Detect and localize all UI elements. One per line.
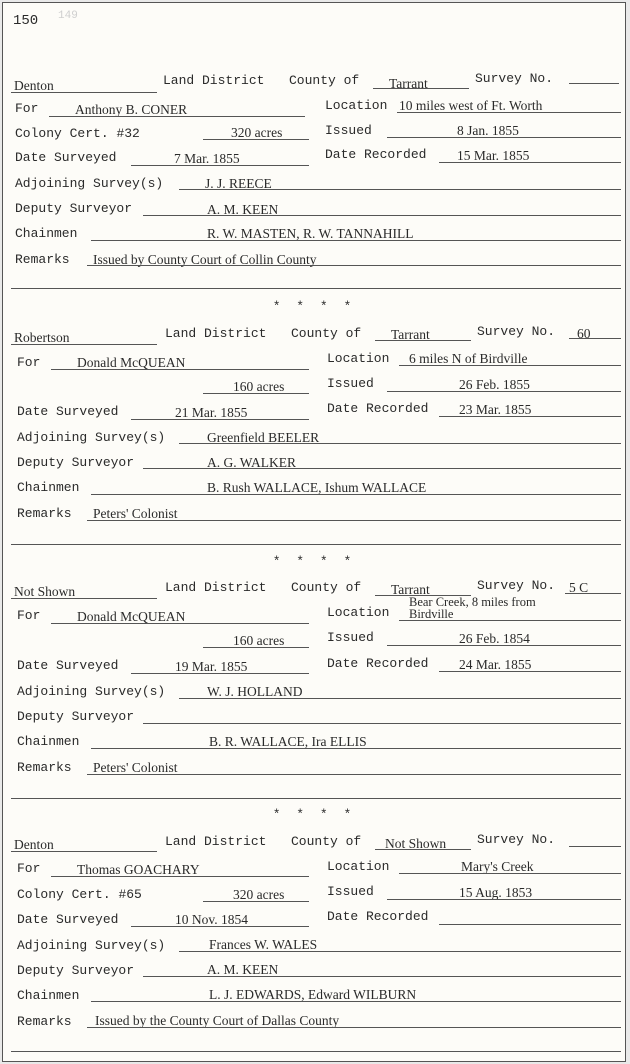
chainmen-label: Chainmen (17, 734, 80, 749)
remarks-label: Remarks (15, 252, 70, 267)
record-separator: * * * * (272, 554, 356, 569)
underline (11, 1051, 621, 1052)
for-value: Donald McQUEAN (77, 355, 186, 370)
underline (91, 494, 621, 495)
county-value: Tarrant (389, 76, 428, 91)
deputy-label: Deputy Surveyor (17, 455, 135, 470)
issued-value: 26 Feb. 1855 (459, 377, 530, 392)
date-recorded-label: Date Recorded (327, 909, 429, 924)
underline (11, 344, 157, 345)
location-value: 10 miles west of Ft. Worth (399, 98, 543, 113)
underline (387, 137, 621, 138)
deputy-value: A. M. KEEN (207, 962, 279, 977)
bleed-through-text: 149 (58, 10, 78, 22)
location-label: Location (327, 351, 390, 366)
adjoining-label: Adjoining Survey(s) (17, 684, 166, 699)
underline (11, 598, 157, 599)
land-district-value: Not Shown (14, 584, 76, 599)
land-district-label: Land District (163, 73, 265, 88)
underline (373, 88, 469, 89)
underline (51, 623, 309, 624)
colony-cert-label: Colony Cert. #65 (17, 887, 142, 902)
acres-value: 320 acres (233, 887, 285, 902)
location-value: Mary's Creek (461, 859, 534, 874)
acres-value: 320 acres (231, 125, 283, 140)
underline (131, 165, 309, 166)
underline (11, 798, 621, 799)
underline (569, 338, 621, 339)
underline (91, 748, 621, 749)
remarks-label: Remarks (17, 760, 72, 775)
deputy-label: Deputy Surveyor (17, 963, 135, 978)
adjoining-value: J. J. REECE (205, 176, 272, 191)
date-surveyed-label: Date Surveyed (17, 912, 119, 927)
remarks-value: Issued by County Court of Collin County (93, 252, 317, 267)
location-value-line1: Bear Creek, 8 miles from (409, 595, 536, 609)
county-of-label: County of (291, 326, 362, 341)
chainmen-value: L. J. EDWARDS, Edward WILBURN (209, 987, 417, 1002)
land-district-value: Denton (14, 837, 54, 852)
remarks-value: Peters' Colonist (93, 506, 178, 521)
underline (439, 671, 621, 672)
for-value: Anthony B. CONER (75, 102, 188, 117)
issued-label: Issued (327, 630, 374, 645)
date-surveyed-value: 19 Mar. 1855 (175, 659, 248, 674)
underline (203, 647, 309, 648)
location-label: Location (327, 859, 390, 874)
for-label: For (17, 608, 41, 623)
underline (375, 340, 471, 341)
issued-value: 8 Jan. 1855 (457, 123, 519, 138)
underline (49, 116, 305, 117)
underline (11, 92, 157, 93)
chainmen-label: Chainmen (17, 988, 80, 1003)
underline (565, 593, 621, 594)
underline (399, 365, 621, 366)
underline (51, 876, 309, 877)
adjoining-value: W. J. HOLLAND (207, 684, 303, 699)
location-value: 6 miles N of Birdville (409, 351, 528, 366)
issued-label: Issued (327, 884, 374, 899)
colony-cert-label: Colony Cert. #32 (15, 126, 140, 141)
issued-value: 26 Feb. 1854 (459, 631, 530, 646)
county-value: Tarrant (391, 582, 430, 597)
date-recorded-label: Date Recorded (327, 656, 429, 671)
underline (387, 645, 621, 646)
underline (569, 83, 619, 84)
underline (11, 851, 157, 852)
underline (399, 620, 621, 621)
record-separator: * * * * (272, 299, 356, 314)
underline (91, 240, 621, 241)
remarks-label: Remarks (17, 506, 72, 521)
underline (387, 391, 621, 392)
underline (143, 215, 621, 216)
underline (179, 951, 621, 952)
chainmen-label: Chainmen (15, 226, 78, 241)
underline (131, 926, 309, 927)
date-surveyed-label: Date Surveyed (17, 658, 119, 673)
chainmen-value: R. W. MASTEN, R. W. TANNAHILL (207, 226, 414, 241)
underline (399, 873, 621, 874)
deputy-label: Deputy Surveyor (15, 201, 133, 216)
land-district-label: Land District (165, 326, 267, 341)
underline (439, 924, 621, 925)
county-of-label: County of (291, 580, 362, 595)
remarks-value: Issued by the County Court of Dallas County (95, 1013, 340, 1028)
location-label: Location (327, 605, 390, 620)
survey-no-value: 5 C (569, 580, 589, 595)
underline (179, 698, 621, 699)
date-recorded-value: 24 Mar. 1855 (459, 657, 532, 672)
underline (203, 139, 309, 140)
for-value: Thomas GOACHARY (77, 862, 200, 877)
underline (203, 901, 309, 902)
county-of-label: County of (291, 834, 362, 849)
survey-no-label: Survey No. (475, 71, 554, 86)
date-recorded-label: Date Recorded (327, 401, 429, 416)
underline (11, 288, 621, 289)
document-page (2, 2, 626, 1062)
adjoining-value: Frances W. WALES (209, 937, 318, 952)
underline (143, 976, 621, 977)
date-surveyed-value: 10 Nov. 1854 (175, 912, 248, 927)
adjoining-label: Adjoining Survey(s) (17, 430, 166, 445)
underline (397, 112, 621, 113)
land-district-value: Denton (14, 78, 54, 93)
for-label: For (15, 101, 39, 116)
county-value: Tarrant (391, 327, 430, 342)
acres-value: 160 acres (233, 633, 285, 648)
survey-no-value: 60 (577, 326, 591, 341)
issued-value: 15 Aug. 1853 (459, 885, 533, 900)
underline (179, 189, 621, 190)
underline (439, 162, 621, 163)
underline (143, 723, 621, 724)
chainmen-value: B. R. WALLACE, Ira ELLIS (209, 734, 367, 749)
land-district-value: Robertson (14, 330, 70, 345)
deputy-value: A. M. KEEN (207, 202, 279, 217)
underline (179, 443, 621, 444)
date-surveyed-label: Date Surveyed (17, 404, 119, 419)
date-recorded-label: Date Recorded (325, 147, 427, 162)
county-of-label: County of (289, 73, 360, 88)
underline (11, 544, 621, 545)
deputy-label: Deputy Surveyor (17, 709, 135, 724)
issued-label: Issued (325, 123, 372, 138)
location-value-line2: Birdville (409, 607, 454, 621)
remarks-value: Peters' Colonist (93, 760, 178, 775)
date-surveyed-value: 7 Mar. 1855 (174, 151, 240, 166)
remarks-label: Remarks (17, 1014, 72, 1029)
land-district-label: Land District (165, 834, 267, 849)
underline (143, 468, 621, 469)
underline (375, 849, 471, 850)
for-label: For (17, 355, 41, 370)
underline (87, 520, 621, 521)
survey-no-label: Survey No. (477, 578, 556, 593)
location-label: Location (325, 98, 388, 113)
underline (131, 673, 309, 674)
adjoining-label: Adjoining Survey(s) (17, 938, 166, 953)
date-surveyed-value: 21 Mar. 1855 (175, 405, 248, 420)
underline (387, 899, 621, 900)
land-district-label: Land District (165, 580, 267, 595)
for-value: Donald McQUEAN (77, 609, 186, 624)
survey-no-label: Survey No. (477, 324, 556, 339)
deputy-value: A. G. WALKER (207, 455, 296, 470)
underline (131, 419, 309, 420)
page-number: 150 (13, 13, 39, 29)
underline (87, 1027, 621, 1028)
adjoining-value: Greenfield BEELER (207, 430, 320, 445)
underline (569, 846, 621, 847)
county-value: Not Shown (385, 836, 447, 851)
underline (87, 265, 621, 266)
underline (91, 1001, 621, 1002)
survey-no-label: Survey No. (477, 832, 556, 847)
adjoining-label: Adjoining Survey(s) (15, 176, 164, 191)
date-recorded-value: 15 Mar. 1855 (457, 148, 530, 163)
record-separator: * * * * (272, 807, 356, 822)
date-recorded-value: 23 Mar. 1855 (459, 402, 532, 417)
acres-value: 160 acres (233, 379, 285, 394)
underline (439, 416, 621, 417)
chainmen-label: Chainmen (17, 480, 80, 495)
chainmen-value: B. Rush WALLACE, Ishum WALLACE (207, 480, 427, 495)
for-label: For (17, 861, 41, 876)
issued-label: Issued (327, 376, 374, 391)
underline (87, 774, 621, 775)
date-surveyed-label: Date Surveyed (15, 150, 117, 165)
underline (51, 369, 309, 370)
underline (203, 393, 309, 394)
